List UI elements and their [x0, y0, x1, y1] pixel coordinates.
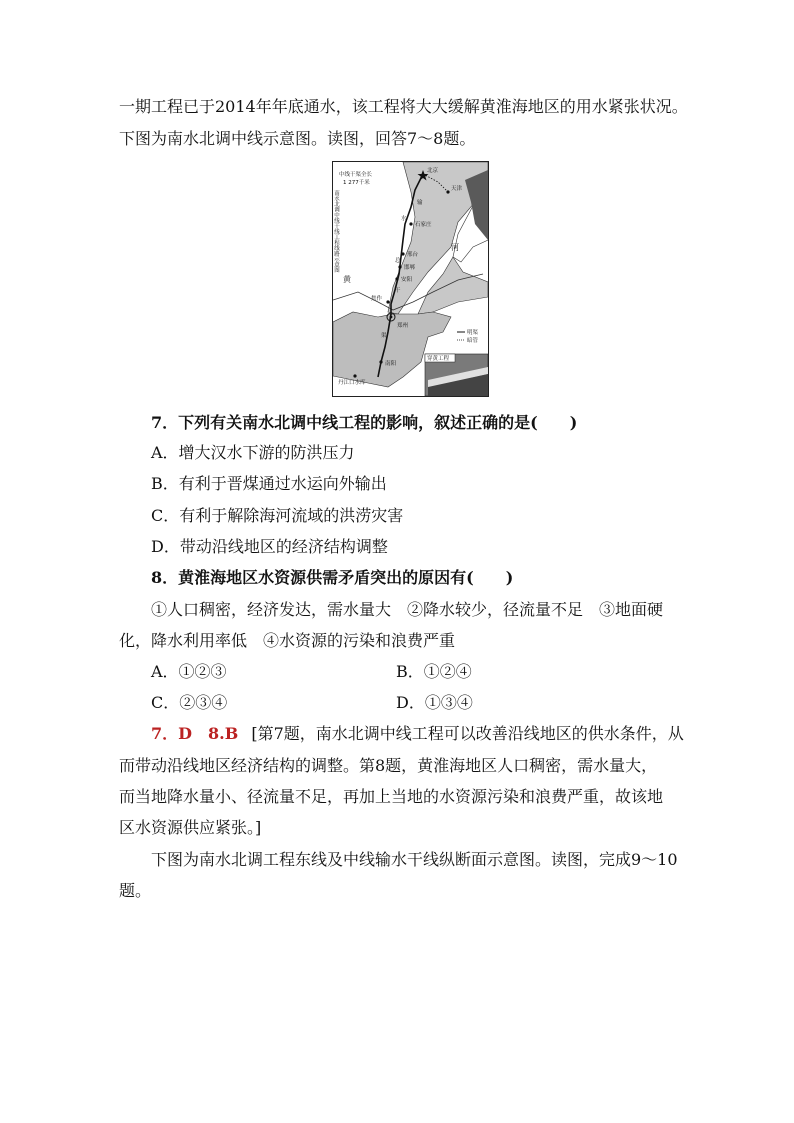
next-intro-line-1: 下图为南水北调工程东线及中线输水干线纵断面示意图。读图，完成9～10 [151, 850, 678, 869]
q7-option-b: B．有利于晋煤通过水运向外输出 [151, 474, 387, 493]
q7-option-a: A．增大汉水下游的防洪压力 [151, 443, 355, 462]
q7-option-c: C．有利于解除海河流域的洪涝灾害 [151, 506, 404, 525]
river-label-huang: 黄 [343, 275, 351, 284]
intro-line-1: 一期工程已于2014年年底通水，该工程将大大缓解黄淮海地区的用水紧张状况。 [119, 97, 688, 116]
city-shijiazhuang: 石家庄 [415, 222, 432, 228]
city-jiaozuo: 焦作 [371, 296, 383, 302]
q7-stem: 7．下列有关南水北调中线工程的影响，叙述正确的是( ) [151, 413, 578, 432]
city-tianjin: 天津 [451, 186, 463, 192]
q8-body-1: ①人口稠密，经济发达，需水量大 ②降水较少，径流量不足 ③地面硬 [151, 600, 664, 619]
map-legend-title: 中线干渠全长 [339, 172, 373, 178]
city-anyang: 安阳 [401, 277, 413, 283]
answer-line-1 [151, 724, 684, 744]
city-beijing: 北京 [427, 168, 439, 174]
route-char-2: 水 [401, 216, 407, 222]
route-char-1: 输 [417, 200, 423, 206]
route-char-4: 干 [395, 288, 401, 294]
intro-line-2: 下图为南水北调中线示意图。读图，回答7～8题。 [119, 129, 476, 148]
q8-option-c: C．②③④ [151, 693, 228, 712]
answer-line-4: 区水资源供应紧张。] [119, 818, 262, 837]
route-char-5: 渠 [381, 333, 387, 339]
inset-label: 穿黄工程 [427, 356, 450, 362]
legend-pipe: 暗管 [467, 338, 479, 344]
q7-option-d: D．带动沿线地区的经济结构调整 [151, 537, 388, 556]
city-danjiangkou: 丹江口水库 [338, 380, 366, 386]
route-char-3: 总 [395, 258, 401, 264]
answer-line-3: 而当地降水量小、径流量不足，再加上当地的水资源污染和浪费严重，故该地 [119, 787, 664, 806]
q8-option-b: B．①②④ [396, 662, 472, 681]
next-intro-line-2: 题。 [119, 881, 152, 900]
answer-keys: 7．D 8.B [151, 724, 239, 743]
city-handan: 邯郸 [404, 265, 416, 271]
q8-stem: 8．黄淮海地区水资源供需矛盾突出的原因有( ) [151, 568, 514, 587]
answer-line-2: 而带动沿线地区经济结构的调整。第8题，黄淮海地区人口稠密，需水量大， [119, 756, 658, 775]
river-label-he: 河 [451, 243, 459, 252]
q8-body-2: 化，降水利用率低 ④水资源的污染和浪费严重 [119, 631, 456, 650]
city-zhengzhou: 郑州 [397, 323, 409, 329]
route-map-figure [332, 161, 489, 397]
route-map [333, 162, 488, 396]
q8-option-a: A．①②③ [151, 662, 227, 681]
legend-canal: 明渠 [467, 330, 479, 336]
city-nanyang: 南阳 [385, 361, 397, 367]
answer-text-1: [第7题，南水北调中线工程可以改善沿线地区的供水条件，从 [251, 724, 684, 743]
city-xingtai: 邢台 [407, 252, 419, 258]
q8-option-d: D．①③④ [396, 693, 473, 712]
map-legend-length: 1 277千米 [343, 180, 370, 186]
map-vertical-title: 南水北调中线干线工程线路示意图 [333, 190, 339, 273]
